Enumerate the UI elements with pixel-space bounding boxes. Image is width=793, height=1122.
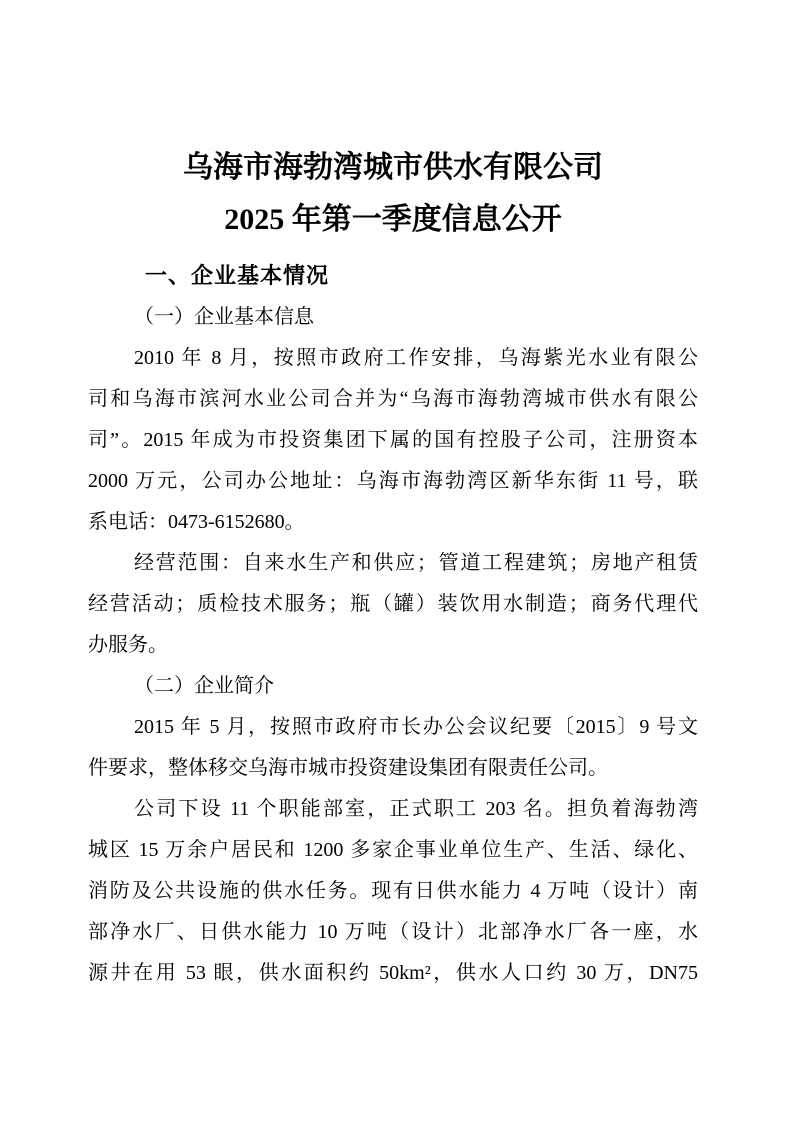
text-line: 消防及公共设施的供水任务。现有日供水能力 4 万吨（设计）南 [88, 880, 698, 902]
text-line: 件要求，整体移交乌海市城市投资建设集团有限责任公司。 [88, 757, 608, 779]
document-title [88, 142, 698, 246]
text-line: 2000 万元，公司办公地址：乌海市海勃湾区新华东街 11 号，联 [88, 470, 698, 492]
subsection-heading: （二）企业简介 [134, 675, 274, 697]
text-line: 经营活动；质检技术服务；瓶（罐）装饮用水制造；商务代理代 [88, 593, 698, 615]
text-line: 系电话：0473-6152680。 [88, 511, 305, 533]
text-line: 源井在用 53 眼，供水面积约 50km²，供水人口约 30 万，DN75 [88, 962, 698, 984]
document-title-line-1: 乌海市海勃湾城市供水有限公司 [183, 151, 603, 184]
text-line: 经营范围：自来水生产和供应；管道工程建筑；房地产租赁 [134, 552, 698, 574]
text-line: 公司下设 11 个职能部室，正式职工 203 名。担负着海勃湾 [134, 798, 698, 820]
section-heading: 一、企业基本情况 [145, 263, 330, 288]
text-line: 办服务。 [88, 634, 168, 656]
subsection-heading: （一）企业基本信息 [134, 306, 314, 328]
text-line: 城区 15 万余户居民和 1200 多家企事业单位生产、生活、绿化、 [88, 839, 698, 861]
document-content [88, 0, 698, 994]
text-line: 司”。2015 年成为市投资集团下属的国有控股子公司，注册资本 [88, 429, 698, 451]
text-line: 司和乌海市滨河水业公司合并为“乌海市海勃湾城市供水有限公 [88, 388, 698, 410]
text-line: 2015 年 5 月，按照市政府市长办公会议纪要〔2015〕9 号文 [134, 716, 698, 738]
text-line: 部净水厂、日供水能力 10 万吨（设计）北部净水厂各一座，水 [88, 921, 698, 943]
document-title-line-2: 2025 年第一季度信息公开 [224, 203, 562, 236]
document-body [88, 297, 698, 994]
text-line: 2010 年 8 月，按照市政府工作安排，乌海紫光水业有限公 [134, 347, 698, 369]
